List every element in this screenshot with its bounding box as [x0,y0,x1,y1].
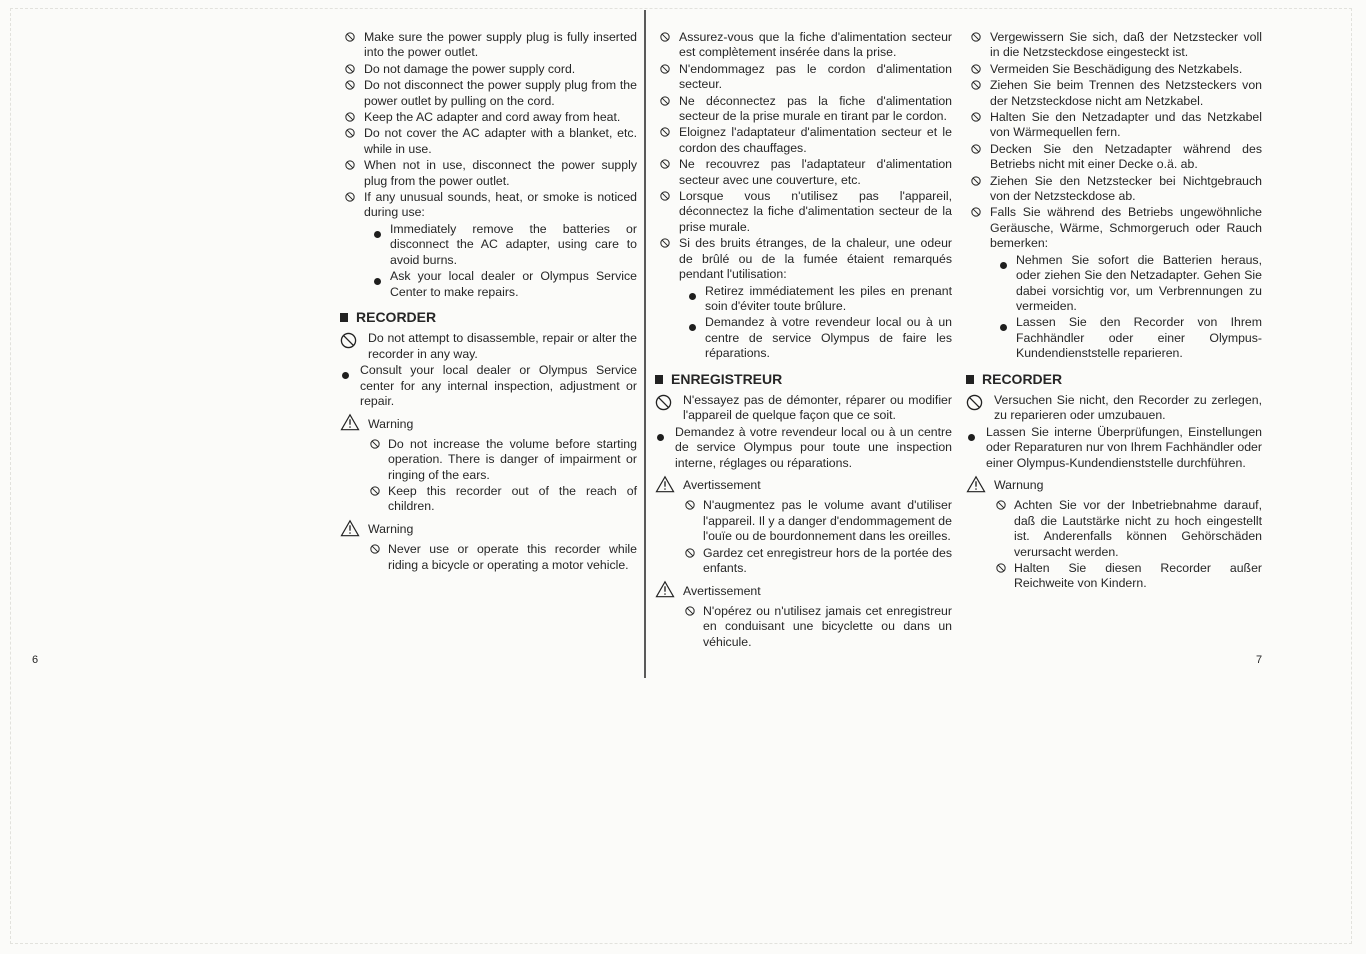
french-intro-text: Ne déconnectez pas la fiche d'alimentation secteur de la prise murale en tirant par le cordon. [679,93,952,124]
german-intro-item [966,205,1262,251]
french-intro-item [655,157,952,188]
german-intro-item [966,174,1262,205]
english-intro-item [340,190,637,221]
english-intro-item [340,62,637,77]
bullet-dot-icon [968,430,975,445]
english-bullet-item [340,269,637,300]
french-warning-item-text: Gardez cet enregistreur hors de la portée des enfants. [703,545,952,575]
german-intro-text: Vermeiden Sie Beschädigung des Netzkabels. [990,61,1243,76]
english-warning-item-text: Never use or operate this recorder while riding a bicycle or operating a motor vehicle. [388,542,637,572]
french-intro-item [655,189,952,235]
german-intro-item [966,142,1262,173]
page-number-right: 7 [1256,654,1263,666]
english-warning-item [340,484,637,515]
german-intro-text: Ziehen Sie beim Trennen des Netzsteckers von der Netzsteckdose nicht am Netzkabel. [990,78,1262,108]
german-recorder-prohibit [966,393,1262,424]
french-recorder-bullet-text: Demandez à votre revendeur local ou à un centre de service Olympus pour toute une inspection interne, réglages ou réparations. [675,424,952,470]
french-intro-text: Assurez-vous que la fiche d'alimentation secteur est complètement insérée dans la prise. [679,30,952,60]
bullet-dot-icon [1000,258,1007,273]
french-bullet-item [655,315,952,361]
french-intro-text: Eloignez l'adaptateur d'alimentation secteur et le cordon des chauffages. [679,125,952,155]
french-warning-item [655,546,952,577]
prohibition-icon [971,175,981,190]
prohibition-icon [345,159,355,174]
german-intro-text: Halten Sie den Netzadapter und das Netzkabel von Wärmequellen fern. [990,110,1262,140]
bullet-dot-icon [657,430,664,445]
german-section-heading [966,372,1262,387]
prohibition-icon [660,31,670,46]
english-intro-text: Do not cover the AC adapter with a blanket, etc. while in use. [364,126,637,156]
german-intro-item [966,110,1262,141]
prohibition-icon [660,190,670,205]
german-intro-text: Decken Sie den Netzadapter während des Betriebs nicht mit einer Decke o.ä. ab. [990,141,1262,172]
column-english [340,30,637,574]
french-intro-item [655,62,952,93]
bullet-dot-icon [689,289,696,304]
french-warning-item-text: N'opérez ou n'utilisez jamais cet enregistreur en conduisant une bicyclette ou dans un véhicule. [703,603,952,649]
prohibition-icon [345,111,355,126]
prohibition-icon [996,562,1006,577]
english-warning-label [340,519,637,541]
german-bullet-text: Nehmen Sie sofort die Batterien heraus, oder ziehen Sie den Netzadapter. Gehen Sie dabei vorsichtig vor, um Verbrennungen zu vermeiden. [1016,252,1262,313]
german-warning-item-text: Halten Sie diesen Recorder außer Reichweite von Kindern. [1014,561,1262,591]
english-bullet-text: Ask your local dealer or Olympus Service Center to make repairs. [390,269,637,299]
german-recorder-prohibit-text: Versuchen Sie nicht, den Recorder zu zerlegen, zu reparieren oder umzubauen. [994,392,1262,423]
prohibition-icon [655,394,672,415]
prohibition-icon [971,63,981,78]
prohibition-icon [345,79,355,94]
prohibition-icon [660,95,670,110]
prohibition-icon [971,79,981,94]
prohibition-icon [971,206,981,221]
german-intro-text: Ziehen Sie den Netzstecker bei Nichtgebrauch von der Netzsteckdose ab. [990,173,1262,204]
french-intro-text: N'endommagez pas le cordon d'alimentation secteur. [679,61,952,92]
german-warning-label [966,475,1262,497]
english-intro-text: Do not disconnect the power supply plug from the power outlet by pulling on the cord. [364,78,637,108]
prohibition-icon [685,547,695,562]
english-warning-item-text: Keep this recorder out of the reach of children. [388,483,637,514]
prohibition-icon [345,127,355,142]
french-heading-text: ENREGISTREUR [671,370,783,387]
english-warning-text: Warning [368,416,414,431]
english-bullet-text: Immediately remove the batteries or disconnect the AC adapter, using care to avoid burns. [390,221,637,267]
english-recorder-prohibit-text: Do not attempt to disassemble, repair or alter the recorder in any way. [368,331,637,361]
english-intro-item [340,30,637,61]
english-bullet-item [340,222,637,268]
english-warning-item-text: Do not increase the volume before starting operation. There is danger of impairment or ringing of the ears. [388,436,637,482]
prohibition-icon [370,485,380,500]
english-recorder-prohibit [340,331,637,362]
french-intro-text: Si des bruits étranges, de la chaleur, une odeur de brûlé ou de la fumée étaient remarqués pendant l'utilisation: [679,236,952,282]
prohibition-icon [685,499,695,514]
german-recorder-bullet [966,425,1262,471]
bullet-dot-icon [374,227,381,242]
prohibition-icon [971,111,981,126]
english-recorder-bullet-text: Consult your local dealer or Olympus Service center for any internal inspection, adjustment or repair. [360,363,637,408]
prohibition-icon [996,499,1006,514]
column-german [966,30,1262,593]
warning-triangle-icon [655,475,675,497]
english-intro-text: Keep the AC adapter and cord away from heat. [364,110,621,125]
french-warning-text: Avertissement [683,478,761,493]
prohibition-icon [660,158,670,173]
german-intro-item [966,30,1262,61]
prohibition-icon [685,605,695,620]
french-warning-item [655,604,952,650]
english-intro-text: If any unusual sounds, heat, or smoke is noticed during use: [364,190,637,220]
bullet-dot-icon [342,368,349,383]
french-warning-item [655,498,952,544]
german-warning-text: Warnung [994,478,1044,493]
german-intro-text: Vergewissern Sie sich, daß der Netzstecker voll in die Netzsteckdose eingesteckt ist. [990,30,1262,60]
english-warning-item [340,542,637,573]
prohibition-icon [345,31,355,46]
square-marker-icon [966,375,974,384]
prohibition-icon [660,63,670,78]
french-warning-label [655,580,952,602]
english-intro-text: Do not damage the power supply cord. [364,61,576,76]
english-intro-item [340,158,637,189]
english-intro-item [340,126,637,157]
english-intro-item [340,78,637,109]
german-bullet-text: Lassen Sie den Recorder von Ihrem Fachhändler oder einer Olympus-Kundendienststelle reparieren. [1016,315,1262,361]
prohibition-icon [660,237,670,252]
square-marker-icon [655,375,663,384]
prohibition-icon [660,126,670,141]
prohibition-icon [971,31,981,46]
german-heading-text: RECORDER [982,370,1063,387]
german-warning-item [966,561,1262,592]
english-warning-text: Warning [368,522,414,537]
french-bullet-item [655,284,952,315]
german-recorder-bullet-text: Lassen Sie interne Überprüfungen, Einstellungen oder Reparaturen nur von Ihrem Fachhändler oder einer Olympus-Kundendienststelle durchführen. [986,424,1262,470]
prohibition-icon [345,191,355,206]
german-warning-item-text: Achten Sie vor der Inbetriebnahme darauf, daß die Lautstärke nicht zu hoch eingestellt ist. Anderenfalls können Gehörschäden verursacht werden. [1014,498,1262,559]
bullet-dot-icon [374,274,381,289]
warning-triangle-icon [340,519,360,541]
prohibition-icon [340,332,357,353]
english-intro-text: Make sure the power supply plug is fully inserted into the power outlet. [364,30,637,60]
german-bullet-item [966,253,1262,315]
french-section-heading [655,372,952,387]
square-marker-icon [340,313,348,322]
warning-triangle-icon [655,580,675,602]
prohibition-icon [971,143,981,158]
french-intro-item [655,30,952,61]
english-section-heading [340,310,637,325]
page-number-left: 6 [32,654,39,666]
french-warning-item-text: N'augmentez pas le volume avant d'utiliser l'appareil. Il y a danger d'endommagement de l'ouïe ou de bourdonnement dans les oreilles. [703,498,952,544]
warning-triangle-icon [340,413,360,435]
french-warning-text: Avertissement [683,583,761,598]
french-recorder-prohibit [655,393,952,424]
english-warning-label [340,413,637,435]
french-intro-item [655,94,952,125]
french-intro-item [655,236,952,282]
french-warning-label [655,475,952,497]
german-intro-text: Falls Sie während des Betriebs ungewöhnliche Geräusche, Wärme, Schmorgeruch oder Rauch bemerken: [990,205,1262,251]
german-intro-item [966,78,1262,109]
bullet-dot-icon [1000,320,1007,335]
prohibition-icon [345,63,355,78]
prohibition-icon [370,543,380,558]
german-bullet-item [966,315,1262,361]
german-intro-item [966,62,1262,77]
english-warning-item [340,437,637,483]
french-intro-text: Lorsque vous n'utilisez pas l'appareil, déconnectez la fiche d'alimentation secteur de la prise murale. [679,189,952,234]
french-intro-item [655,125,952,156]
page-gutter [644,10,646,678]
french-intro-text: Ne recouvrez pas l'adaptateur d'alimentation secteur avec une couverture, etc. [679,157,952,187]
prohibition-icon [966,394,983,415]
french-bullet-text: Demandez à votre revendeur local ou à un centre de service Olympus de faire les réparations. [705,315,952,361]
warning-triangle-icon [966,475,986,497]
french-recorder-bullet [655,425,952,471]
german-warning-item [966,498,1262,560]
french-recorder-prohibit-text: N'essayez pas de démonter, réparer ou modifier l'appareil de quelque façon que ce soit. [683,392,952,423]
prohibition-icon [370,438,380,453]
english-intro-text: When not in use, disconnect the power supply plug from the power outlet. [364,158,637,188]
english-heading-text: RECORDER [356,308,437,325]
french-bullet-text: Retirez immédiatement les piles en prenant soin d'éviter toute brûlure. [705,283,952,313]
english-recorder-bullet [340,363,637,409]
column-french [655,30,952,651]
english-intro-item [340,110,637,125]
bullet-dot-icon [689,320,696,335]
